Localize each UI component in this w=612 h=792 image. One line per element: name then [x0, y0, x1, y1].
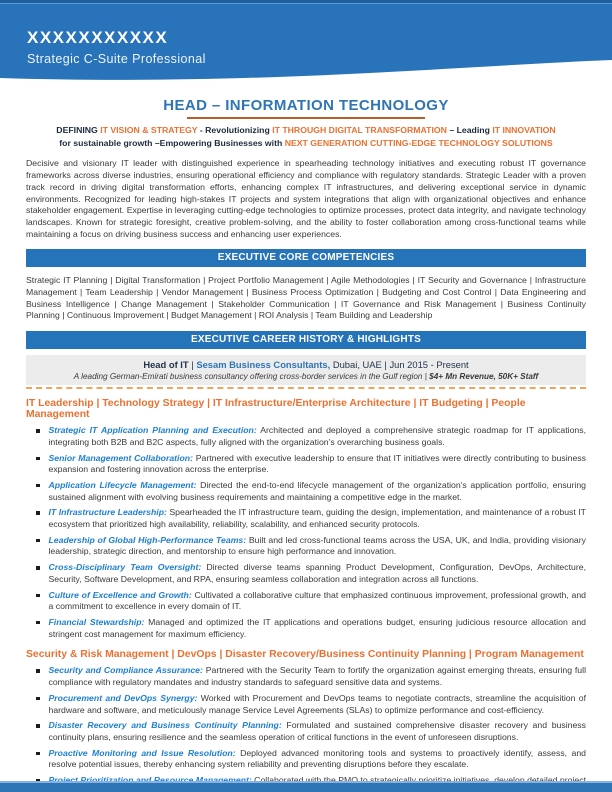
- bullet-lead: Security and Compliance Assurance:: [48, 665, 203, 676]
- bullet-square-icon: [36, 752, 40, 756]
- bullet-square-icon: [36, 669, 40, 673]
- bullet-text: [49, 480, 587, 503]
- bullet-text: [49, 748, 587, 771]
- bullet-item: [26, 535, 586, 558]
- role-separator: |: [188, 359, 197, 371]
- bullet-lead: Disaster Recovery and Business Continuity Planning:: [48, 720, 282, 731]
- bullet-item: [26, 480, 586, 503]
- company-blurb: A leading German-Emirati business consultancy offering cross-border services in the Gulf region |: [73, 372, 430, 382]
- bullet-lead: Strategic IT Application Planning and Execution:: [48, 425, 257, 436]
- bullet-square-icon: [36, 566, 40, 570]
- role-location-dates: Dubai, UAE | Jun 2015 - Present: [330, 359, 469, 371]
- header-text: [27, 28, 206, 66]
- tagline-segment: for sustainable growth –Empowering Businesses with: [59, 138, 285, 149]
- bullet-text: [49, 507, 587, 530]
- core-competencies-list: Strategic IT Planning | Digital Transformation | Project Portfolio Management | Agile Methodologies | IT Security and Governance | Infrastructure Management | Team Leadership | Vendor Management | Business Process Optimization | Budgeting and Cost Control | Data Engineering and Business Intelligence | Change Management | Stakeholder Communication | IT Governance and Risk Management | Business Continuity Planning | Continuous Improvement | Budget Management | ROI Analysis | Team Building and Leadership: [26, 275, 586, 321]
- bullet-square-icon: [36, 697, 40, 701]
- bullet-item: [26, 453, 586, 476]
- footer-bar: [0, 781, 612, 792]
- bullet-text: [49, 617, 587, 640]
- bullet-text: [49, 453, 587, 476]
- bullet-item: [26, 507, 586, 530]
- company-name: Sesam Business Consultants,: [196, 359, 331, 371]
- bullet-lead: Financial Stewardship:: [48, 616, 145, 627]
- bullet-square-icon: [36, 539, 40, 543]
- tagline-segment: IT INNOVATION: [492, 125, 556, 135]
- title-underline: [187, 117, 425, 119]
- bullet-lead: Proactive Monitoring and Issue Resolution:: [48, 747, 236, 758]
- bullet-text: [49, 535, 587, 558]
- bullet-item: [26, 562, 586, 585]
- tagline-segment: – Leading: [446, 125, 493, 135]
- dashed-divider: [26, 387, 586, 389]
- tagline-segment: IT THROUGH DIGITAL TRANSFORMATION: [272, 125, 447, 135]
- tagline-segment: NEXT GENERATION CUTTING-EDGE TECHNOLOGY SOLUTIONS: [284, 138, 553, 149]
- bullet-lead: Procurement and DevOps Synergy:: [48, 692, 198, 703]
- bullet-body: Built and led cross-functional teams across the USA, UK, and India, providing visionary leadership, strategic direction, and mentorship to ensure high performance and innovation.: [48, 534, 586, 557]
- role-header-box: [26, 355, 586, 385]
- bullet-text: [49, 425, 587, 448]
- bullet-body: Cultivated a collaborative culture that emphasized continuous improvement, professional growth, and a commitment to excellence in every domain of IT.: [48, 589, 587, 612]
- bullet-body: Architected and deployed a comprehensive strategic roadmap for IT applications, integrating both B2B and B2C aspects, fully aligned with the organization’s overarching business goals.: [48, 425, 586, 447]
- bullet-lead: IT Infrastructure Leadership:: [48, 507, 167, 518]
- bullet-square-icon: [36, 594, 40, 598]
- tagline-segment: DEFINING: [56, 125, 101, 135]
- bullet-text: [49, 693, 587, 716]
- page-title: HEAD – INFORMATION TECHNOLOGY: [163, 97, 449, 114]
- bullet-lead: Senior Management Collaboration:: [48, 452, 193, 463]
- bullet-item: [26, 665, 586, 688]
- bullet-text: [49, 562, 587, 585]
- bullet-text: [49, 720, 587, 743]
- section-banner-core-competencies: EXECUTIVE CORE COMPETENCIES: [26, 249, 586, 267]
- bullet-list-1: [26, 425, 586, 640]
- skills-group-heading-2: Security & Risk Management | DevOps | Disaster Recovery/Business Continuity Planning | Program Management: [26, 649, 584, 661]
- role-title: Head of IT: [143, 359, 189, 371]
- bullet-body: Spearheaded the IT infrastructure team, guiding the design, implementation, and maintenance of a robust IT ecosystem that prioritized high availability, reliability, scalability, and enhanced security protocols.: [48, 507, 586, 530]
- company-description: [32, 372, 580, 381]
- bullet-text: [49, 665, 587, 688]
- bullet-item: [26, 425, 586, 448]
- branding-line-1: [26, 124, 586, 137]
- bullet-item: [26, 720, 586, 743]
- tagline-segment: - Revolutionizing: [197, 125, 273, 135]
- company-metrics: $4+ Mn Revenue, 50K+ Staff: [429, 372, 539, 382]
- bullet-square-icon: [36, 429, 40, 433]
- bullet-square-icon: [36, 484, 40, 488]
- header-band: [0, 0, 612, 86]
- candidate-name: XXXXXXXXXXX: [27, 28, 169, 47]
- bullet-body: Formulated and sustained comprehensive disaster recovery and business continuity plans, ensuring resilience and the seamless operation of critical functions in the event of unforeseen disruptions.: [48, 720, 586, 742]
- bullet-body: Managed and optimized the IT applications and operations budget, ensuring judicious resource allocation and stringent cost management for maximum efficiency.: [48, 616, 586, 639]
- skills-group-heading-1: IT Leadership | Technology Strategy | IT Infrastructure/Enterprise Architecture | IT Budgeting | People Management: [26, 398, 526, 421]
- candidate-tagline: Strategic C-Suite Professional: [27, 52, 206, 66]
- bullet-body: Directed diverse teams spanning Product Development, Configuration, DevOps, Architecture, Security, Software Development, and RPA, ensuring seamless collaboration and integration across all functions.: [48, 562, 586, 584]
- bullet-lead: Culture of Excellence and Growth:: [48, 589, 192, 600]
- bullet-item: [26, 748, 586, 771]
- bullet-body: Deployed advanced monitoring tools and systems to proactively identify, assess, and resolve potential issues, thereby enhancing system reliability and preventing disruptions before they escalate.: [48, 747, 586, 770]
- content-column: [0, 97, 612, 792]
- bullet-body: Directed the end-to-end lifecycle management of the organization's application portfolio, ensuring sustained alignment with evolving business requirements and maintaining a competitive edge in the market.: [48, 479, 586, 502]
- bullet-body: Worked with Procurement and DevOps teams to negotiate contracts, streamline the acquisition of hardware and software, and meticulously manage Service Level Agreements (SLAs) to optimize performance and cost-efficiency.: [48, 692, 586, 715]
- bullet-square-icon: [36, 724, 40, 728]
- role-header-line: [32, 359, 580, 370]
- bullet-square-icon: [36, 511, 40, 515]
- bullet-item: [26, 590, 586, 613]
- bullet-item: [26, 617, 586, 640]
- branding-line-2: [26, 137, 586, 150]
- bullet-list-2: [26, 665, 586, 792]
- bullet-square-icon: [36, 621, 40, 625]
- bullet-lead: Application Lifecycle Management:: [48, 479, 197, 490]
- bullet-lead: Cross-Disciplinary Team Oversight:: [48, 562, 202, 573]
- executive-summary: Decisive and visionary IT leader with distinguished experience in spearheading technology initiatives and executing robust IT governance frameworks across diverse industries, ensuring operational efficiency and compliance with regulatory standards. Strategic Leader with a proven track record in driving digital transformation efforts, enhancing complex IT infrastructures, and delivering exceptional service in dynamic environments. Recognized for leading high-stakes IT projects and system integrations that align with organizational objectives and enhance stakeholder engagement. Expertise in leveraging cutting-edge technologies to optimize processes, protect data integrity, and navigate technology landscapes. Known for strategic foresight, creative problem-solving, and the ability to foster collaboration among cross-functional teams while maintaining a focus on driving business success and enhancing user experiences.: [26, 158, 586, 239]
- bullet-square-icon: [36, 457, 40, 461]
- bullet-body: Partnered with the Security Team to fortify the organization against emerging threats, ensuring full compliance with regulatory mandates and industry standards to safeguard sensitive data and systems.: [48, 665, 586, 688]
- bullet-item: [26, 693, 586, 716]
- bullet-body: Partnered with executive leadership to ensure that IT initiatives were directly contributing to business expansion and fostering innovation across the enterprise.: [48, 452, 586, 475]
- bullet-text: [49, 590, 587, 613]
- section-banner-career-history: EXECUTIVE CAREER HISTORY & HIGHLIGHTS: [26, 331, 586, 349]
- tagline-segment: IT VISION & STRATEGY: [100, 125, 198, 135]
- bullet-lead: Leadership of Global High-Performance Teams:: [48, 534, 247, 545]
- branding-statement: [26, 124, 586, 150]
